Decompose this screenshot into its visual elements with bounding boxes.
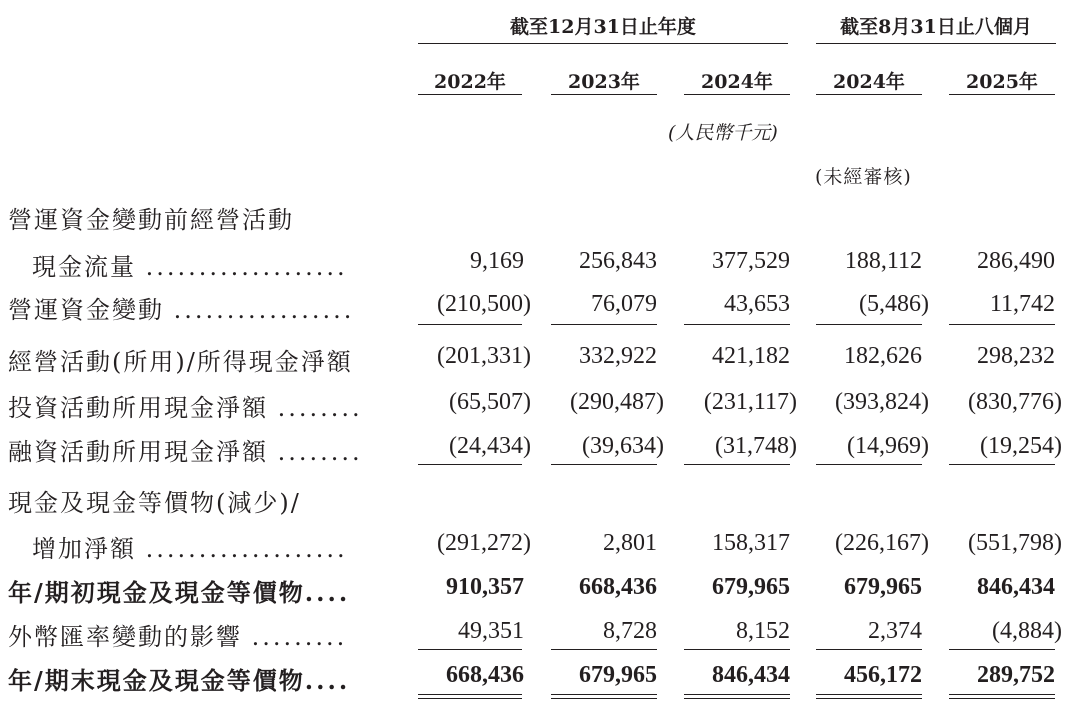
cell-value: (39,634) <box>582 433 664 459</box>
total-double-rule <box>418 694 522 699</box>
cell-value: (291,272) <box>437 530 531 556</box>
leader-dots: ........ <box>277 394 363 422</box>
cell-value: 332,922 <box>579 343 657 369</box>
leader-dots: .... <box>304 666 351 695</box>
row-label: 年/期初現金及現金等價物.... <box>8 578 351 607</box>
cell-value: 668,436 <box>579 574 657 600</box>
cell-value: 76,079 <box>591 291 657 317</box>
total-double-rule <box>949 694 1055 699</box>
cell-value: 679,965 <box>844 574 922 600</box>
cell-value: (24,434) <box>449 433 531 459</box>
cell-value: 49,351 <box>458 618 524 644</box>
leader-dots: ......... <box>251 623 348 651</box>
year-header-4-rule <box>816 94 922 95</box>
year-header-1: 2022年 <box>434 71 506 93</box>
cell-value: 8,728 <box>603 618 657 644</box>
subtotal-rule <box>551 649 657 650</box>
year-header-5: 2025年 <box>966 71 1038 93</box>
cell-value: 298,232 <box>977 343 1055 369</box>
cell-value: (210,500) <box>437 291 531 317</box>
subtotal-rule <box>949 464 1055 465</box>
subtotal-rule <box>949 324 1055 325</box>
cell-value: 286,490 <box>977 248 1055 274</box>
row-label: 外幣匯率變動的影響 ......... <box>8 623 348 651</box>
subtotal-rule <box>816 649 922 650</box>
header-group-year-ended: 截至12月31日止年度 <box>510 16 696 38</box>
subtotal-rule <box>684 649 790 650</box>
subtotal-rule <box>949 649 1055 650</box>
row-label: 經營活動(所用)/所得現金淨額 <box>8 348 353 376</box>
row-label: 增加淨額 ................... <box>32 535 348 563</box>
cell-value: 846,434 <box>712 662 790 688</box>
cell-value: (14,969) <box>847 433 929 459</box>
cell-value: 2,801 <box>603 530 657 556</box>
cell-value: (31,748) <box>715 433 797 459</box>
row-label: 營運資金變動前經營活動 <box>8 206 294 234</box>
cell-value: 846,434 <box>977 574 1055 600</box>
cell-value: 256,843 <box>579 248 657 274</box>
subtotal-rule <box>684 324 790 325</box>
year-header-2-rule <box>551 94 657 95</box>
cell-value: 377,529 <box>712 248 790 274</box>
total-double-rule <box>551 694 657 699</box>
row-label: 營運資金變動 ................. <box>8 296 355 324</box>
cell-value: 188,112 <box>844 248 922 274</box>
row-label: 融資活動所用現金淨額 ........ <box>8 438 363 466</box>
year-header-3-rule <box>684 94 790 95</box>
cell-value: 679,965 <box>579 662 657 688</box>
year-header-2: 2023年 <box>568 71 640 93</box>
cell-value: 679,965 <box>712 574 790 600</box>
cell-value: (65,507) <box>449 389 531 415</box>
subtotal-rule <box>418 649 522 650</box>
cell-value: 9,169 <box>470 248 524 274</box>
row-label: 投資活動所用現金淨額 ........ <box>8 394 363 422</box>
cell-value: (201,331) <box>437 343 531 369</box>
cell-value: 158,317 <box>712 530 790 556</box>
cell-value: 2,374 <box>868 618 922 644</box>
leader-dots: ................... <box>145 535 348 563</box>
subtotal-rule <box>418 464 522 465</box>
leader-dots: ........ <box>277 438 363 466</box>
unit-note: (人民幣千元) <box>668 122 778 144</box>
cell-value: (4,884) <box>992 618 1062 644</box>
leader-dots: .... <box>304 578 351 607</box>
cell-value: 289,752 <box>977 662 1055 688</box>
cell-value: (226,167) <box>835 530 929 556</box>
total-double-rule <box>684 694 790 699</box>
cell-value: 668,436 <box>446 662 524 688</box>
year-header-5-rule <box>949 94 1055 95</box>
year-header-4: 2024年 <box>833 71 905 93</box>
leader-dots: ................... <box>145 253 348 281</box>
cell-value: (551,798) <box>968 530 1062 556</box>
row-label: 現金流量 ................... <box>32 253 348 281</box>
year-header-1-rule <box>418 94 522 95</box>
subtotal-rule <box>418 324 522 325</box>
subtotal-rule <box>551 324 657 325</box>
subtotal-rule <box>816 464 922 465</box>
cell-value: (19,254) <box>980 433 1062 459</box>
cell-value: (393,824) <box>835 389 929 415</box>
cell-value: 456,172 <box>844 662 922 688</box>
header-group-eight-months: 截至8月31日止八個月 <box>840 16 1032 38</box>
leader-dots: ................. <box>173 296 355 324</box>
row-label: 現金及現金等價物(減少)/ <box>8 489 301 517</box>
cell-value: (5,486) <box>859 291 929 317</box>
cell-value: 43,653 <box>724 291 790 317</box>
cell-value: 8,152 <box>736 618 790 644</box>
header-group-eight-months-rule <box>816 43 1056 44</box>
subtotal-rule <box>816 324 922 325</box>
cell-value: 11,742 <box>989 291 1055 317</box>
cell-value: (830,776) <box>968 389 1062 415</box>
subtotal-rule <box>551 464 657 465</box>
unaudited-note: (未經審核) <box>815 166 912 188</box>
cell-value: 421,182 <box>712 343 790 369</box>
header-group-year-ended-rule <box>418 43 788 44</box>
cell-value: (290,487) <box>570 389 664 415</box>
year-header-3: 2024年 <box>701 71 773 93</box>
total-double-rule <box>816 694 922 699</box>
cell-value: (231,117) <box>703 389 797 415</box>
row-label: 年/期末現金及現金等價物.... <box>8 666 351 695</box>
subtotal-rule <box>684 464 790 465</box>
cell-value: 182,626 <box>844 343 922 369</box>
cell-value: 910,357 <box>446 574 524 600</box>
